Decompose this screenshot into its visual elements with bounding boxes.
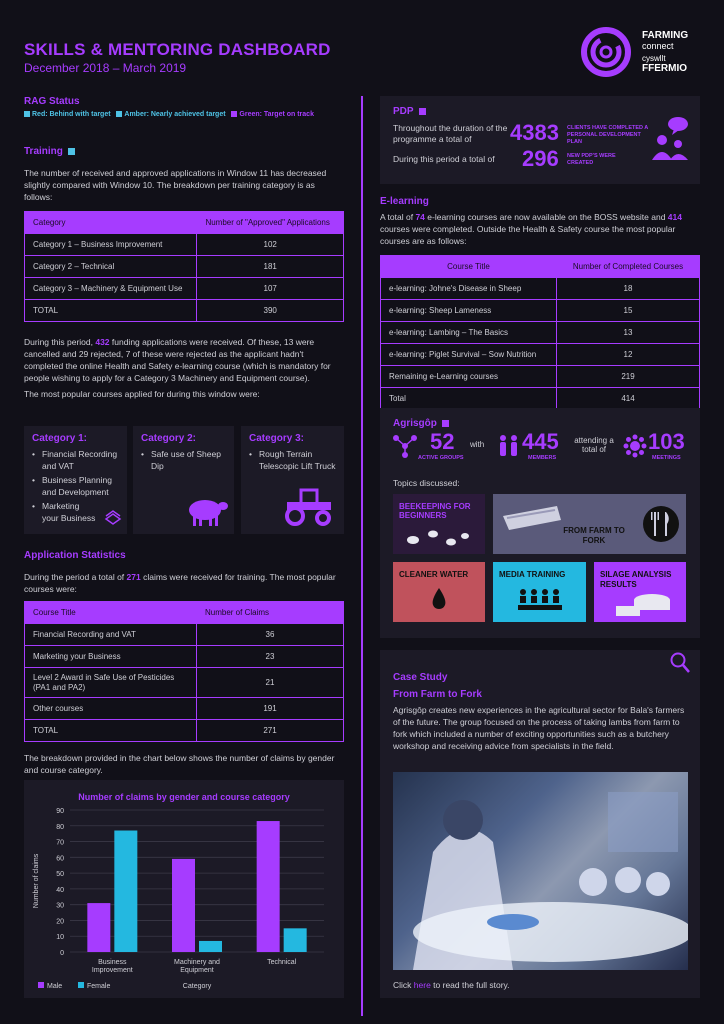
pdp-total-number: 4383 [510, 120, 559, 145]
topic-tile-farm-to-fork [493, 494, 686, 554]
list-item: • Safe use of Sheep Dip [141, 448, 226, 472]
application-stats-section [24, 550, 344, 776]
y-tick-label: 50 [56, 871, 64, 879]
case-study-body: Agrisgôp creates new experiences in the agricultural sector for Bala's farmers of the future. The group focused on the process of taking lambs from farm to fork which included a number of exciting opportunities such as a butchery workshop and receiving advice from specialists in the field. [393, 705, 685, 751]
table-row: e-learning: Sheep Lameness 15 [381, 300, 700, 322]
app-stats-intro: During the period a total of 271 claims were received for training. The most popular courses were: [24, 572, 336, 594]
table-row: Category 1 – Business Improvement 102 [25, 234, 344, 256]
table-header: Number of "Approved" Applications [197, 212, 344, 234]
table-row: e-learning: Piglet Survival – Sow Nutrition 12 [381, 344, 700, 366]
y-tick-label: 0 [60, 950, 64, 957]
with-text: with [470, 440, 485, 449]
network-icon [392, 434, 418, 458]
table-header: Number of Claims [197, 602, 344, 624]
meat-cuts-icon [501, 502, 563, 532]
logo-text-cyswllt: cyswllt [642, 54, 666, 63]
claims-chart [24, 780, 344, 998]
table-row: Financial Recording and VAT 36 [25, 624, 344, 646]
members-icon [498, 434, 520, 458]
logo-text-ffermio: FFERMIO [642, 63, 687, 74]
bar-male [87, 903, 110, 952]
table-row: TOTAL 271 [25, 720, 344, 742]
training-title: Training [24, 146, 344, 157]
pdp-total-label: CLIENTS HAVE COMPLETED A PERSONAL DEVELOPMENT PLAN [567, 125, 649, 145]
x-tick-label: Machinery and [174, 959, 220, 966]
pdp-new-number: 296 [522, 146, 559, 171]
y-tick-label: 70 [56, 839, 64, 847]
logo-text-connect: connect [642, 41, 674, 51]
read-more-line: Click here to read the full story. [393, 980, 510, 990]
table-row: Other courses 191 [25, 698, 344, 720]
logo-swirl-icon [580, 26, 632, 78]
list-item: • Business Planning and Development [32, 474, 119, 498]
legend-swatch [78, 982, 84, 988]
magnifier-icon [670, 652, 690, 674]
case-study-panel [380, 650, 700, 998]
legend-label: Female [87, 983, 111, 990]
table-row: Marketing your Business 23 [25, 646, 344, 668]
rag-legend [24, 111, 354, 118]
bar-female [114, 831, 137, 952]
y-axis-label: Number of claims [33, 853, 40, 909]
training-rag-marker [68, 148, 75, 155]
pdp-line1: Throughout the duration of the programme a total of [393, 123, 508, 144]
x-tick-label: Improvement [91, 967, 133, 974]
y-tick-label: 60 [56, 855, 64, 863]
list-item: • Rough Terrain Telescopic Lift Truck [249, 448, 336, 472]
attending-text: attending a total of [574, 436, 614, 454]
training-para2: During this period, 432 funding applications were received. Of these, 13 were cancelled and 29 rejected, 7 of these were rejected as the applicant hadn't completed the online Health and Safety e-learning course (which is mandatory for people wishing to apply for a Category 3 Machinery and Equipment course). [24, 337, 331, 383]
plate-cutlery-icon [641, 502, 681, 546]
topic-label: SILAGE ANALYSIS RESULTS [600, 570, 672, 589]
pdp-title: PDP [393, 106, 426, 117]
column-divider [361, 96, 363, 1016]
topic-label: BEEKEEPING FOR BEGINNERS [399, 502, 471, 520]
topic-tile-cleaner-water [393, 562, 485, 622]
category-2-box [133, 426, 234, 534]
y-tick-label: 80 [56, 823, 64, 831]
y-tick-label: 20 [56, 918, 64, 926]
agrisgop-rag-marker [442, 420, 449, 427]
claims-chart-panel [24, 780, 344, 998]
y-tick-label: 30 [56, 902, 64, 910]
x-tick-label: Technical [267, 959, 297, 966]
training-table [24, 211, 344, 322]
pdp-rag-marker [419, 108, 426, 115]
category-title: Category 3: [249, 433, 305, 444]
sheep-icon [185, 494, 229, 528]
elearning-section [380, 196, 700, 410]
rag-red-swatch [24, 111, 30, 117]
members-number: 445 [522, 429, 559, 454]
tractor-icon [283, 488, 335, 526]
rag-red-label: Red: Behind with target [32, 111, 111, 118]
topic-label: CLEANER WATER [399, 570, 469, 579]
app-stats-outro: The breakdown provided in the chart below shows the number of claims by gender and course category. [24, 753, 335, 775]
table-header: Category [25, 212, 197, 234]
meetings-label: MEETINGS [652, 455, 681, 461]
agrisgop-panel [380, 408, 700, 638]
pdp-new-label: NEW PDP'S WERE CREATED [567, 153, 616, 166]
x-tick-label: Equipment [180, 967, 214, 974]
topic-tile-silage [594, 562, 686, 622]
table-header: Course Title [25, 602, 197, 624]
table-row: Category 2 – Technical 181 [25, 256, 344, 278]
topics-label: Topics discussed: [393, 478, 460, 488]
legend-label: Male [47, 983, 63, 990]
bar-male [172, 859, 195, 952]
elearning-table [380, 255, 700, 410]
training-para3: The most popular courses applied for during this window were: [24, 389, 260, 399]
y-tick-label: 90 [56, 808, 64, 815]
elearning-intro: A total of 74 e-learning courses are now available on the BOSS website and 414 courses were completed. Outside the Health & Safety course the most popular courses are as follows: [380, 212, 682, 246]
table-header: Course Title [381, 256, 557, 278]
case-study-subtitle: From Farm to Fork [393, 689, 482, 700]
bees-icon [403, 526, 473, 550]
agrisgop-title: Agrisgôp [393, 418, 449, 429]
rag-title: RAG Status [24, 96, 80, 107]
rag-green-label: Green: Target on track [239, 111, 314, 118]
pdp-line2: During this period a total of [393, 154, 495, 164]
claims-table [24, 601, 344, 742]
farming-connect-logo [580, 24, 700, 80]
y-tick-label: 10 [56, 934, 64, 942]
category-3-box [241, 426, 344, 534]
bar-female [284, 928, 307, 952]
members-label: MEMBERS [528, 455, 557, 461]
rag-green-swatch [231, 111, 237, 117]
pdp-panel [380, 96, 700, 184]
category-title: Category 2: [141, 433, 197, 444]
training-section [24, 146, 344, 400]
groups-number: 52 [430, 429, 455, 454]
category-title: Category 1: [32, 433, 88, 444]
training-intro: The number of received and approved applications in Window 11 has decreased slightly compared with Window 10. The breakdown per training category is as follows: [24, 168, 327, 202]
table-row: Level 2 Award in Safe Use of Pesticides (PA1 and PA2) 21 [25, 668, 344, 698]
topic-tile-media-training [493, 562, 586, 622]
chart-title: Number of claims by gender and course category [78, 792, 290, 802]
table-row: Category 3 – Machinery & Equipment Use 107 [25, 278, 344, 300]
dinner-scene-image [393, 772, 688, 970]
read-full-story-link[interactable]: here [413, 980, 431, 990]
audience-icon [517, 588, 563, 612]
table-row: Total 414 [381, 388, 700, 410]
legend-swatch [38, 982, 44, 988]
x-tick-label: Business [98, 959, 127, 966]
table-row: e-learning: Johne's Disease in Sheep 18 [381, 278, 700, 300]
table-header: Number of Completed Courses [557, 256, 700, 278]
case-study-title: Case Study [393, 672, 448, 683]
y-tick-label: 40 [56, 886, 64, 894]
table-row: Remaining e-Learning courses 219 [381, 366, 700, 388]
case-study-photo [393, 772, 688, 970]
money-icon [104, 510, 122, 526]
rag-amber-swatch [116, 111, 122, 117]
elearning-title: E-learning [380, 196, 429, 207]
water-drop-icon [431, 588, 447, 612]
category-1-box [24, 426, 127, 534]
page-title: SKILLS & MENTORING DASHBOARD [24, 40, 331, 59]
topic-label: FROM FARM TO FORK [563, 526, 625, 545]
bar-female [199, 941, 222, 952]
meetings-number: 103 [648, 429, 685, 454]
silage-bales-icon [614, 592, 672, 618]
rag-amber-label: Amber: Nearly achieved target [124, 111, 226, 118]
rag-status [24, 96, 354, 118]
list-item: • Financial Recording and VAT [32, 448, 119, 472]
people-chat-icon [650, 114, 690, 166]
x-axis-label: Category [182, 983, 212, 990]
list-item: • Marketing your Business [32, 500, 98, 524]
table-row: e-learning: Lambing – The Basics 13 [381, 322, 700, 344]
table-row: TOTAL 390 [25, 300, 344, 322]
topic-label: MEDIA TRAINING [499, 570, 566, 579]
groups-label: ACTIVE GROUPS [418, 455, 464, 461]
topic-tile-beekeeping [393, 494, 485, 554]
logo-text-farming: FARMING [642, 30, 689, 41]
meetings-icon [623, 434, 647, 458]
page-subtitle: December 2018 – March 2019 [24, 61, 187, 75]
app-stats-title: Application Statistics [24, 550, 126, 561]
bar-male [257, 821, 280, 952]
